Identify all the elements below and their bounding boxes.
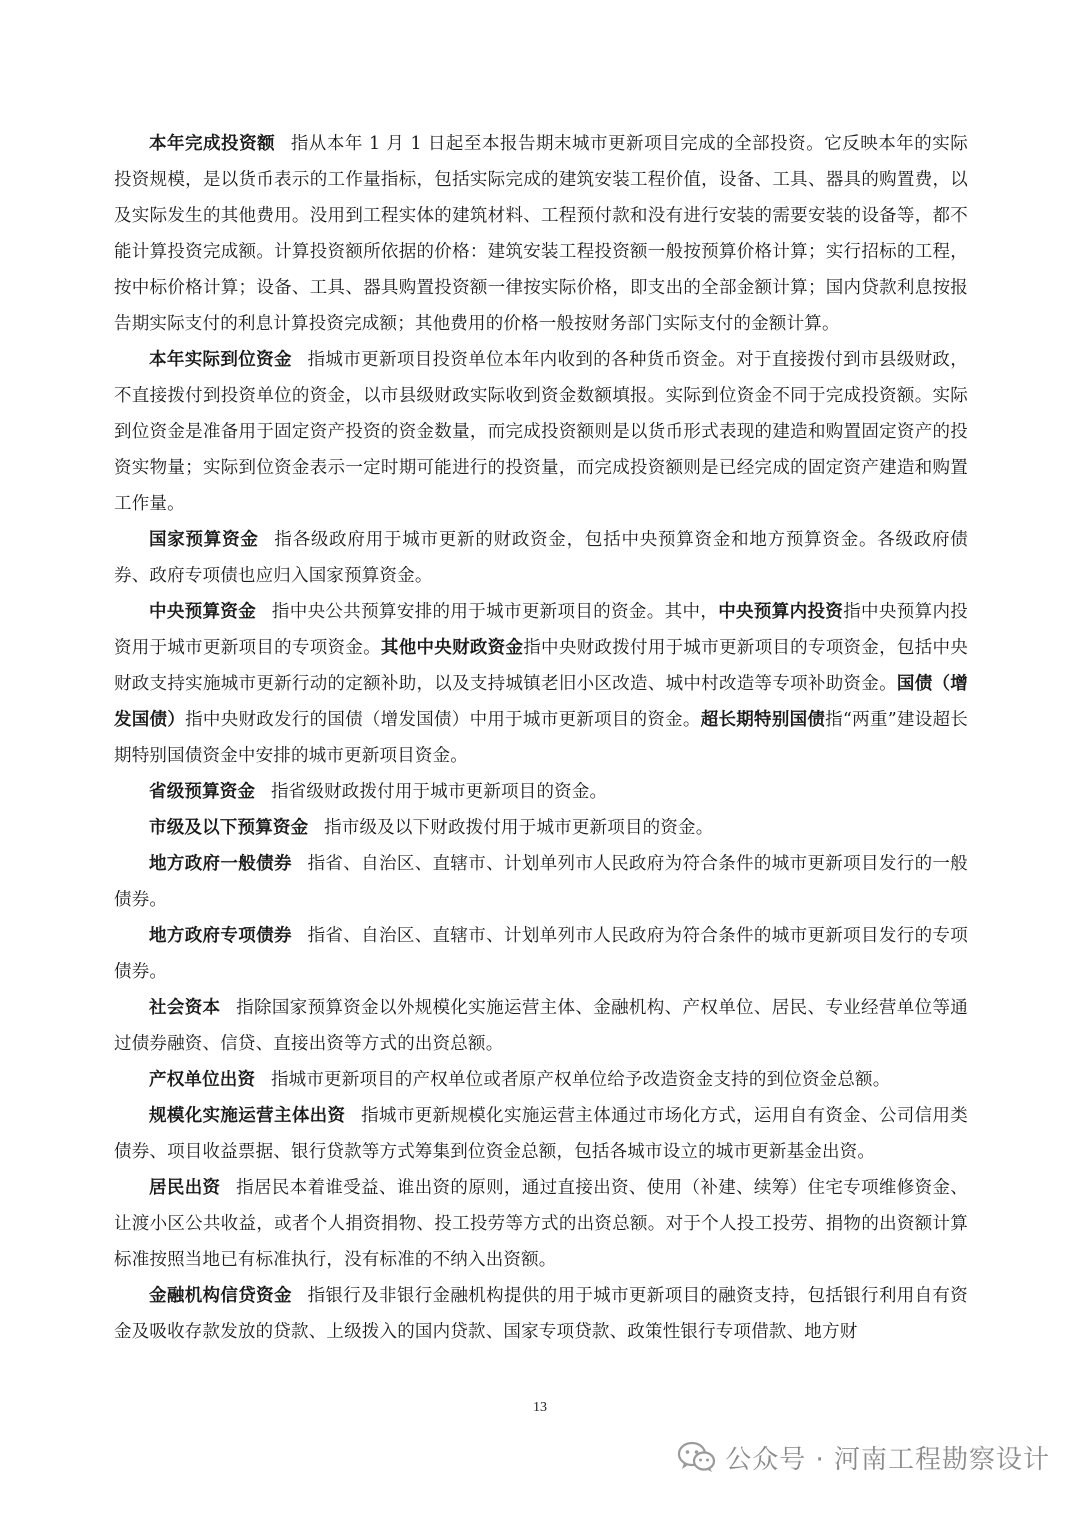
definition: 指城市更新项目的产权单位或者原产权单位给予改造资金支持的到位资金总额。	[270, 1070, 891, 1090]
paragraph	[114, 1062, 968, 1098]
definition: 指中央财政拨付用于城市更新项目的专项资金，包括中央财政支持实施城市更新行动的定额补助，以及支持城镇老旧小区改造、城中村改造等专项补助资金。	[114, 638, 969, 694]
paragraph	[114, 1098, 968, 1170]
definition: 指中央财政发行的国债（增发国债）中用于城市更新项目的资金。	[185, 710, 701, 730]
page-number: 13	[533, 1400, 547, 1415]
definition: 指居民本着谁受益、谁出资的原则，通过直接出资、使用（补建、续筹）住宅专项维修资金、让渡小区公共收益，或者个人捐资捐物、投工投劳等方式的出资总额。对于个人投工投劳、捐物的出资额计算标准按照当地已有标准执行，没有标准的不纳入出资额。	[114, 1178, 968, 1270]
term: 本年实际到位资金	[149, 350, 292, 370]
paragraph	[114, 918, 968, 990]
paragraph	[114, 1278, 968, 1350]
definition: 指省、自治区、直辖市、计划单列市人民政府为符合条件的城市更新项目发行的一般债券。	[114, 854, 968, 910]
paragraph	[114, 126, 968, 342]
definition: 指城市更新规模化实施运营主体通过市场化方式，运用自有资金、公司信用类债券、项目收益票据、银行贷款等方式筹集到位资金总额，包括各城市设立的城市更新基金出资。	[114, 1106, 968, 1162]
term: 居民出资	[149, 1178, 221, 1198]
paragraph	[114, 810, 968, 846]
inline-term: 国债（增发国债）	[114, 674, 969, 730]
term: 规模化实施运营主体出资	[149, 1106, 346, 1126]
definition: 指各级政府用于城市更新的财政资金，包括中央预算资金和地方预算资金。各级政府债券、政府专项债也应归入国家预算资金。	[114, 530, 968, 586]
paragraph	[114, 846, 968, 918]
paragraph	[114, 594, 968, 774]
term: 中央预算资金	[149, 602, 257, 622]
inline-term: 其他中央财政资金	[380, 638, 524, 658]
term: 市级及以下预算资金	[149, 818, 309, 838]
inline-term: 中央预算内投资	[718, 602, 844, 622]
definition: 指省、自治区、直辖市、计划单列市人民政府为符合条件的城市更新项目发行的专项债券。	[114, 926, 968, 982]
term: 产权单位出资	[149, 1070, 256, 1090]
term: 国家预算资金	[149, 530, 259, 550]
definition: 指中央公共预算安排的用于城市更新项目的资金。其中，	[271, 602, 719, 622]
paragraph	[114, 990, 968, 1062]
paragraph	[114, 774, 968, 810]
definition: 指银行及非银行金融机构提供的用于城市更新项目的融资支持，包括银行利用自有资金及吸收存款发放的贷款、上级拨入的国内贷款、国家专项贷款、政策性银行专项借款、地方财	[114, 1286, 968, 1342]
definition: 指从本年 1 月 1 日起至本报告期末城市更新项目完成的全部投资。它反映本年的实际投资规模，是以货币表示的工作量指标，包括实际完成的建筑安装工程价值，设备、工具、器具的购置费，以及实际发生的其他费用。没用到工程实体的建筑材料、工程预付款和没有进行安装的需要安装的设备等，都不能计算投资完成额。计算投资额所依据的价格：建筑安装工程投资额一般按预算价格计算；实行招标的工程，按中标价格计算；设备、工具、器具购置投资额一律按实际价格，即支出的全部金额计算；国内贷款利息按报告期实际支付的利息计算投资完成额；其他费用的价格一般按财务部门实际支付的金额计算。	[114, 134, 969, 334]
definition: 指市级及以下财政拨付用于城市更新项目的资金。	[324, 818, 714, 838]
definition: 指除国家预算资金以外规模化实施运营主体、金融机构、产权单位、居民、专业经营单位等通过债券融资、信贷、直接出资等方式的出资总额。	[114, 998, 968, 1054]
term: 本年完成投资额	[149, 134, 276, 154]
wechat-icon	[677, 1440, 717, 1474]
watermark-text: 公众号 · 河南工程勘察设计	[725, 1444, 1050, 1475]
definition: 指城市更新项目投资单位本年内收到的各种货币资金。对于直接拨付到市县级财政，不直接拨付到投资单位的资金，以市县级财政实际收到资金数额填报。实际到位资金不同于完成投资额。实际到位资金是准备用于固定资产投资的资金数量，而完成投资额则是以货币形式表现的建造和购置固定资产的投资实物量；实际到位资金表示一定时期可能进行的投资量，而完成投资额则是已经完成的固定资产建造和购置工作量。	[114, 350, 968, 514]
definition: 指中央预算内投资用于城市更新项目的专项资金。	[114, 602, 969, 658]
definition: 指省级财政拨付用于城市更新项目的资金。	[270, 782, 608, 802]
definition: 指“两重”建设超长期特别国债资金中安排的城市更新项目资金。	[114, 710, 968, 766]
watermark	[677, 1437, 1050, 1477]
inline-term: 超长期特别国债	[700, 710, 826, 730]
term: 省级预算资金	[149, 782, 256, 802]
document-body	[114, 126, 968, 1350]
term: 地方政府专项债券	[149, 926, 292, 946]
term: 社会资本	[149, 998, 221, 1018]
paragraph	[114, 522, 968, 594]
term: 金融机构信贷资金	[149, 1286, 292, 1306]
term: 地方政府一般债券	[149, 854, 292, 874]
paragraph	[114, 1170, 968, 1278]
paragraph	[114, 342, 968, 522]
